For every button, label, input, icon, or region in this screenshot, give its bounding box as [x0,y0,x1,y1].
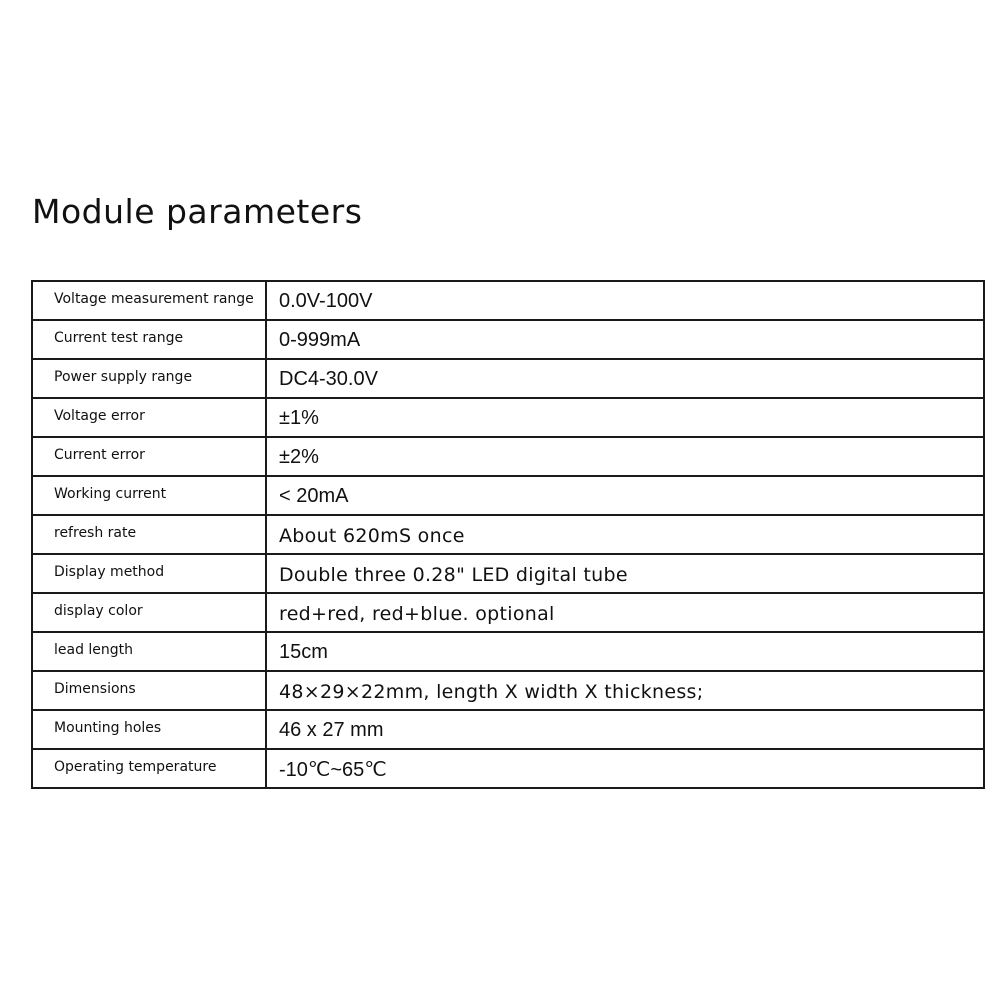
parameter-label: Operating temperature [32,749,266,788]
parameter-label: Current test range [32,320,266,359]
table-row [32,593,984,632]
table-row [32,671,984,710]
parameter-value: ±2% [266,437,984,476]
parameter-value: About 620mS once [266,515,984,554]
table-row [32,515,984,554]
parameter-label: lead length [32,632,266,671]
table-row [32,398,984,437]
parameter-label: Display method [32,554,266,593]
table-row [32,710,984,749]
parameter-label: Power supply range [32,359,266,398]
table-row [32,437,984,476]
parameter-label: display color [32,593,266,632]
parameter-value: < 20mA [266,476,984,515]
parameters-table [31,280,985,789]
parameter-label: Voltage error [32,398,266,437]
parameter-label: Voltage measurement range [32,281,266,320]
parameter-label: refresh rate [32,515,266,554]
table-row [32,749,984,788]
parameter-value: -10℃~65℃ [266,749,984,788]
table-row [32,281,984,320]
page-title: Module parameters [32,192,363,231]
parameter-value: 0.0V-100V [266,281,984,320]
parameter-value: 0-999mA [266,320,984,359]
parameter-value: Double three 0.28" LED digital tube [266,554,984,593]
parameter-label: Working current [32,476,266,515]
parameter-label: Mounting holes [32,710,266,749]
parameter-label: Dimensions [32,671,266,710]
table-row [32,632,984,671]
table-row [32,554,984,593]
parameter-value: red+red, red+blue. optional [266,593,984,632]
table-row [32,320,984,359]
parameter-value: 46 x 27 mm [266,710,984,749]
table-row [32,476,984,515]
parameter-value: DC4-30.0V [266,359,984,398]
parameter-value: ±1% [266,398,984,437]
table-row [32,359,984,398]
parameter-value: 15cm [266,632,984,671]
parameter-value: 48×29×22mm, length X width X thickness; [266,671,984,710]
parameter-label: Current error [32,437,266,476]
